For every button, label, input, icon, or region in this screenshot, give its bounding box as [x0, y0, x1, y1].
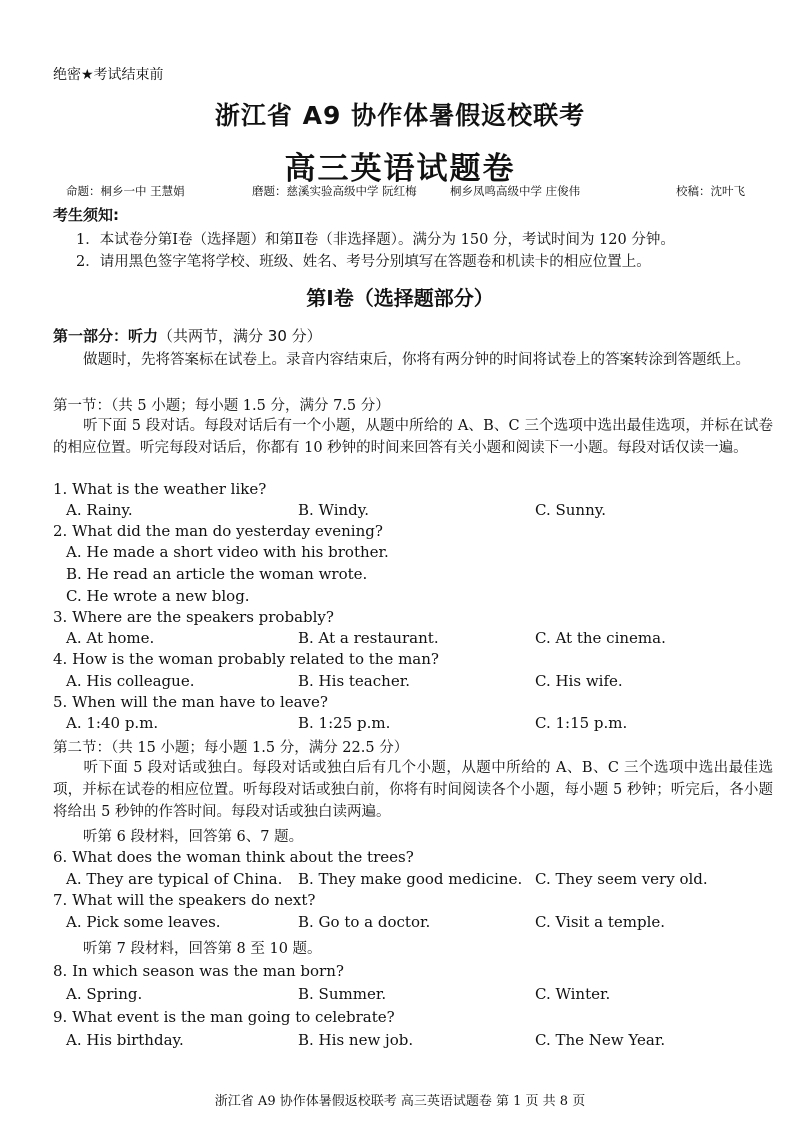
- question-2: 2. What did the man do yesterday evening?: [53, 522, 383, 540]
- q2-option-c: C. He wrote a new blog.: [66, 587, 250, 605]
- q3-option-c: C. At the cinema.: [535, 629, 666, 647]
- credits-line: [66, 183, 766, 199]
- q9-option-a: A. His birthday.: [66, 1031, 184, 1049]
- q8-option-b: B. Summer.: [298, 985, 387, 1003]
- part1-heading-bold: 第一部分：听力: [53, 327, 159, 345]
- part1-heading: [53, 325, 322, 346]
- q2-option-a: A. He made a short video with his brother.: [66, 543, 389, 561]
- q3-option-b: B. At a restaurant.: [298, 629, 439, 647]
- question-6: 6. What does the woman think about the trees?: [53, 848, 414, 866]
- section1-heading: 第一节：（共 5 小题；每小题 1.5 分，满分 7.5 分）: [53, 398, 390, 414]
- q4-option-a: A. His colleague.: [66, 672, 195, 690]
- q7-option-c: C. Visit a temple.: [535, 913, 666, 931]
- part1-intro: [53, 349, 773, 371]
- notice-item-1: 1．本试卷分第Ⅰ卷（选择题）和第Ⅱ卷（非选择题）。满分为 150 分，考试时间为 120 分钟。: [76, 232, 675, 248]
- notice-heading: 考生须知:: [53, 206, 119, 224]
- q8-option-c: C. Winter.: [535, 985, 611, 1003]
- credit-reviewer-1: 磨题：慈溪实验高级中学 阮红梅: [252, 184, 417, 198]
- page-footer: 浙江省 A9 协作体暑假返校联考 高三英语试题卷 第 1 页 共 8 页: [214, 1094, 586, 1109]
- q1-option-a: A. Rainy.: [66, 501, 133, 519]
- section1-instructions-text: 听下面 5 段对话。每段对话后有一个小题，从题中所给的 A、B、C 三个选项中选出最佳选项，并标在试卷的相应位置。听完每段对话后，你都有 10 秒钟的时间来回答有关小题和阅读下一小题。每段对话仅读一遍。: [53, 418, 773, 456]
- confidential-label: 绝密★考试结束前: [53, 67, 164, 83]
- q1-option-b: B. Windy.: [298, 501, 370, 519]
- question-1: 1. What is the weather like?: [53, 480, 267, 498]
- notice-item-2: 2．请用黑色签字笔将学校、班级、姓名、考号分别填写在答题卷和机读卡的相应位置上。: [76, 254, 651, 270]
- q9-option-c: C. The New Year.: [535, 1031, 666, 1049]
- q4-option-b: B. His teacher.: [298, 672, 410, 690]
- section1-instructions: [53, 415, 773, 459]
- q6-option-c: C. They seem very old.: [535, 870, 708, 888]
- q2-option-b: B. He read an article the woman wrote.: [66, 565, 368, 583]
- credit-reviewer-2: 桐乡凤鸣高级中学 庄俊伟: [450, 184, 581, 198]
- q9-option-b: B. His new job.: [298, 1031, 414, 1049]
- paper-title: 高三英语试题卷: [284, 151, 516, 187]
- material-6-note: 听第 6 段材料，回答第 6、7 题。: [83, 829, 304, 845]
- q5-option-a: A. 1:40 p.m.: [66, 714, 159, 732]
- question-9: 9. What event is the man going to celebrate?: [53, 1008, 395, 1026]
- q1-option-c: C. Sunny.: [535, 501, 606, 519]
- q5-option-b: B. 1:25 p.m.: [298, 714, 391, 732]
- exam-title: 浙江省 A9 协作体暑假返校联考: [214, 101, 586, 130]
- credit-author: 命题：桐乡一中 王慧娟: [66, 184, 185, 198]
- part1-heading-rest: （共两节，满分 30 分）: [158, 327, 322, 345]
- section2-instructions-text: 听下面 5 段对话或独白。每段对话或独白后有几个小题，从题中所给的 A、B、C 三个选项中选出最佳选项，并标在试卷的相应位置。听每段对话或独白前，你将有时间阅读各个小题，每小题 5 秒钟；听完后，各小题将给出 5 秒钟的作答时间。每段对话或独白读两遍。: [53, 760, 773, 820]
- q8-option-a: A. Spring.: [66, 985, 143, 1003]
- q6-option-b: B. They make good medicine.: [298, 870, 523, 888]
- q3-option-a: A. At home.: [66, 629, 155, 647]
- question-4: 4. How is the woman probably related to the man?: [53, 650, 439, 668]
- q7-option-b: B. Go to a doctor.: [298, 913, 431, 931]
- question-8: 8. In which season was the man born?: [53, 962, 344, 980]
- question-3: 3. Where are the speakers probably?: [53, 608, 334, 626]
- material-7-note: 听第 7 段材料，回答第 8 至 10 题。: [83, 941, 322, 957]
- section2-instructions: [53, 757, 773, 823]
- question-7: 7. What will the speakers do next?: [53, 891, 316, 909]
- section2-heading: 第二节：（共 15 小题；每小题 1.5 分，满分 22.5 分）: [53, 740, 409, 756]
- credit-proofreader: 校稿：沈叶飞: [676, 184, 745, 198]
- q7-option-a: A. Pick some leaves.: [66, 913, 221, 931]
- question-5: 5. When will the man have to leave?: [53, 693, 328, 711]
- q4-option-c: C. His wife.: [535, 672, 623, 690]
- volume-title: 第Ⅰ卷（选择题部分）: [306, 286, 494, 310]
- q6-option-a: A. They are typical of China.: [66, 870, 283, 888]
- q5-option-c: C. 1:15 p.m.: [535, 714, 628, 732]
- part1-intro-text: 做题时，先将答案标在试卷上。录音内容结束后，你将有两分钟的时间将试卷上的答案转涂到答题纸上。: [83, 352, 750, 368]
